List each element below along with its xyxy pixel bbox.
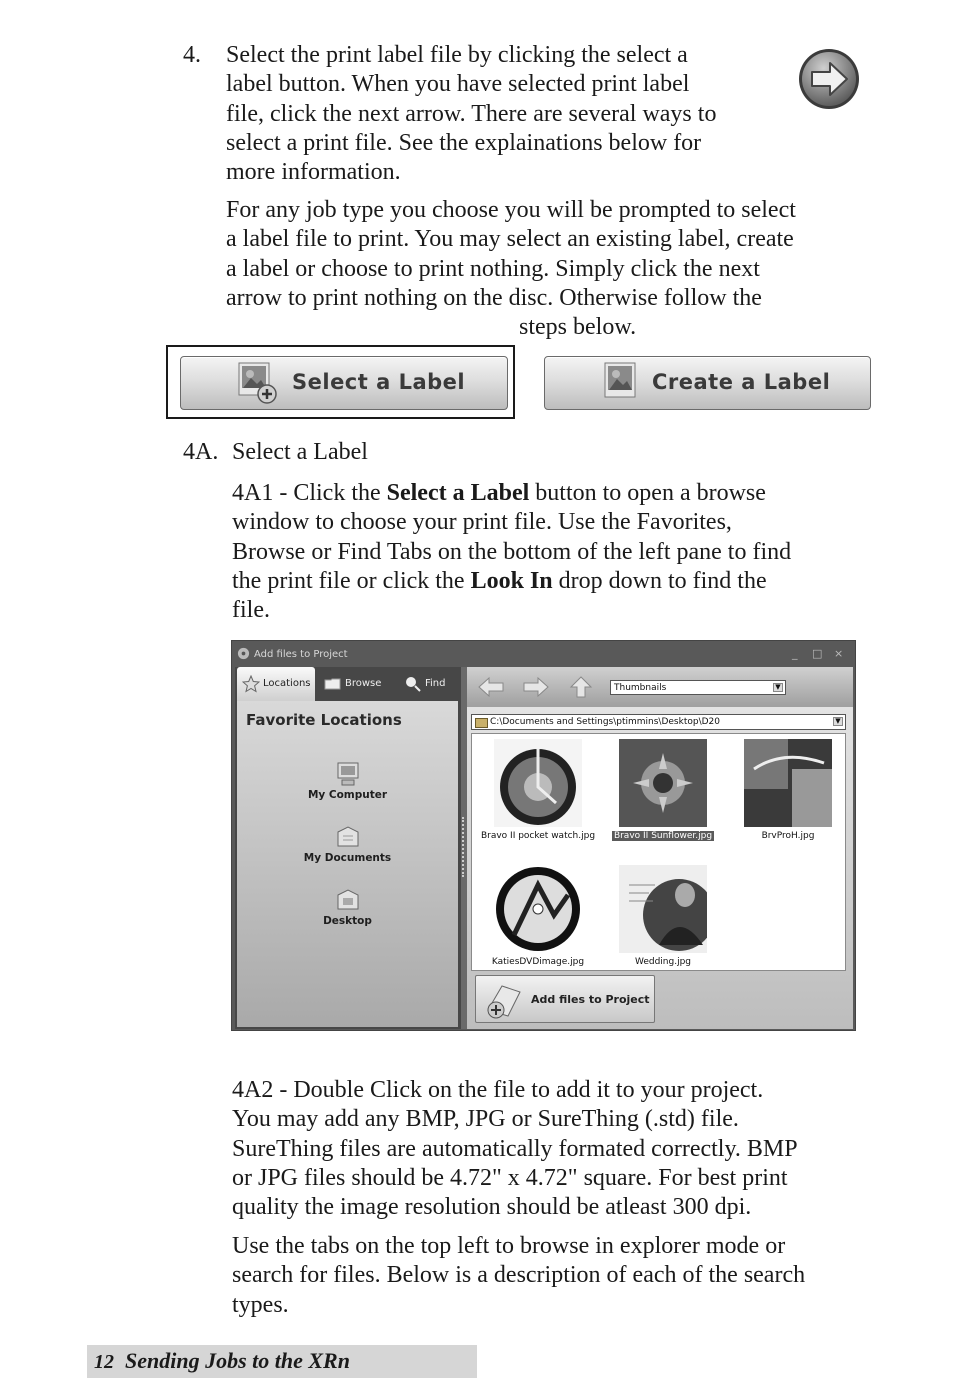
para-line: arrow to print nothing on the disc. Otherwise follow the — [226, 284, 762, 311]
toolbar — [467, 667, 853, 707]
next-arrow-icon[interactable] — [797, 47, 861, 111]
location-label: My Computer — [307, 789, 388, 801]
file-list — [471, 733, 846, 971]
window-title: Add files to Project — [254, 649, 348, 660]
step-4-line: Select the print label file by clicking the select a — [226, 42, 688, 68]
back-icon[interactable] — [477, 675, 505, 699]
chevron-down-icon: ▼ — [833, 717, 843, 726]
add-photo-icon — [235, 360, 279, 404]
thumbnail-image — [744, 739, 832, 827]
location-my-computer[interactable] — [237, 761, 458, 801]
forward-icon[interactable] — [522, 675, 550, 699]
location-desktop[interactable] — [237, 887, 458, 927]
minimize-icon[interactable]: _ — [792, 647, 798, 660]
chevron-down-icon: ▼ — [773, 683, 783, 692]
step-4a1-paragraph — [232, 479, 872, 625]
select-label-button[interactable] — [180, 356, 508, 410]
add-file-icon — [482, 980, 526, 1020]
page-number: 12 — [94, 1351, 114, 1373]
file-item[interactable] — [478, 865, 598, 967]
add-files-label: Add files to Project — [531, 993, 650, 1006]
para-line: 4A2 - Double Click on the file to add it to your project. — [232, 1077, 764, 1103]
step-4a-number: 4A. — [183, 439, 219, 465]
documents-icon — [334, 824, 362, 850]
tab-label: Find — [425, 678, 446, 689]
para-line: SureThing files are automatically formated correctly. BMP — [232, 1135, 798, 1162]
para-line: file. — [232, 597, 270, 624]
select-label-text: Select a Label — [292, 370, 466, 394]
step-4a-title: Select a Label — [232, 439, 368, 465]
tab-browse[interactable] — [319, 667, 393, 701]
section-title: Sending Jobs to the XRn — [125, 1348, 350, 1373]
para-line: a label or choose to print nothing. Simply click the next — [226, 255, 760, 282]
photo-icon — [601, 360, 645, 404]
thumbnail-image — [619, 739, 707, 827]
location-my-documents[interactable] — [237, 824, 458, 864]
create-label-button[interactable] — [544, 356, 871, 410]
step-4-number: 4. — [183, 42, 201, 68]
up-folder-icon[interactable] — [567, 675, 595, 699]
desktop-icon — [334, 887, 362, 913]
para-line: quality the image resolution should be atleast 300 dpi. — [232, 1194, 752, 1221]
path-value: C:\Documents and Settings\ptimmins\Desktop\D20 — [490, 717, 720, 727]
create-label-text: Create a Label — [652, 370, 831, 394]
locations-panel — [237, 701, 458, 1027]
step-4a2-paragraph — [232, 1076, 872, 1222]
para-line: For any job type you choose you will be prompted to select — [226, 197, 796, 223]
computer-icon — [334, 761, 362, 787]
file-item[interactable] — [478, 739, 598, 841]
left-pane — [235, 667, 461, 1029]
file-name: Bravo II pocket watch.jpg — [480, 831, 596, 841]
file-name: Bravo II Sunflower.jpg — [613, 831, 713, 841]
file-item[interactable] — [603, 865, 723, 967]
look-in-dropdown[interactable] — [471, 714, 846, 730]
step-4-line: more information. — [226, 159, 401, 186]
view-mode-select[interactable] — [610, 680, 786, 695]
para-line: steps below. — [519, 314, 637, 341]
step-4-line: label button. When you have selected print label — [226, 71, 690, 98]
bold-text: Look In — [470, 567, 553, 594]
file-name: Wedding.jpg — [634, 957, 692, 967]
bold-text: Select a Label — [386, 480, 530, 506]
text: 4A1 - Click the — [232, 480, 387, 506]
tab-label: Locations — [263, 678, 311, 689]
para-line: Use the tabs on the top left to browse in explorer mode or — [232, 1233, 786, 1259]
file-item[interactable] — [728, 739, 848, 841]
file-item-selected[interactable] — [603, 739, 723, 841]
tab-label: Browse — [345, 678, 382, 689]
text: the print file or click the — [232, 567, 471, 594]
footer — [94, 1346, 350, 1377]
file-name: KatiesDVDimage.jpg — [491, 957, 585, 967]
add-files-to-project-button[interactable] — [475, 975, 655, 1023]
favorite-locations-title: Favorite Locations — [246, 711, 402, 729]
thumbnail-image — [494, 739, 582, 827]
para-line: types. — [232, 1291, 289, 1318]
thumbnail-image — [619, 865, 707, 953]
para-line — [232, 567, 872, 596]
step-4-text — [226, 41, 786, 187]
tab-locations[interactable] — [237, 667, 315, 701]
para-line: You may add any BMP, JPG or SureThing (.std) file. — [232, 1106, 739, 1133]
location-label: Desktop — [323, 915, 372, 927]
star-icon — [242, 675, 260, 693]
para-line: Browse or Find Tabs on the bottom of the left pane to find — [232, 538, 792, 565]
step-4-line: select a print file. See the explainations below for — [226, 129, 702, 156]
thumbnail-image — [494, 865, 582, 953]
maximize-icon[interactable]: □ — [812, 647, 823, 660]
text: drop down to find the — [552, 567, 767, 594]
para-line: a label file to print. You may select an existing label, create — [226, 226, 794, 253]
tabs-paragraph — [232, 1232, 892, 1320]
add-files-window — [231, 640, 856, 1031]
close-icon[interactable]: × — [834, 647, 844, 660]
search-icon — [404, 675, 422, 693]
para-line: or JPG files should be 4.72" x 4.72" square. For best print — [232, 1164, 788, 1191]
tab-find[interactable] — [399, 667, 459, 701]
para-line — [232, 479, 872, 508]
location-label: My Documents — [303, 852, 392, 864]
right-pane — [467, 667, 853, 1029]
para-line: window to choose your print file. Use the Favorites, — [232, 509, 732, 536]
para-line: search for files. Below is a description of each of the search — [232, 1262, 806, 1289]
view-mode-value: Thumbnails — [614, 683, 667, 693]
file-name: BrvProH.jpg — [761, 831, 815, 841]
app-icon — [237, 647, 250, 660]
folder-icon — [324, 675, 342, 693]
step-4-line: file, click the next arrow. There are several ways to — [226, 100, 717, 127]
folder-icon — [475, 718, 488, 728]
text: button to open a browse — [529, 480, 766, 506]
step-4-paragraph-2 — [226, 196, 876, 342]
